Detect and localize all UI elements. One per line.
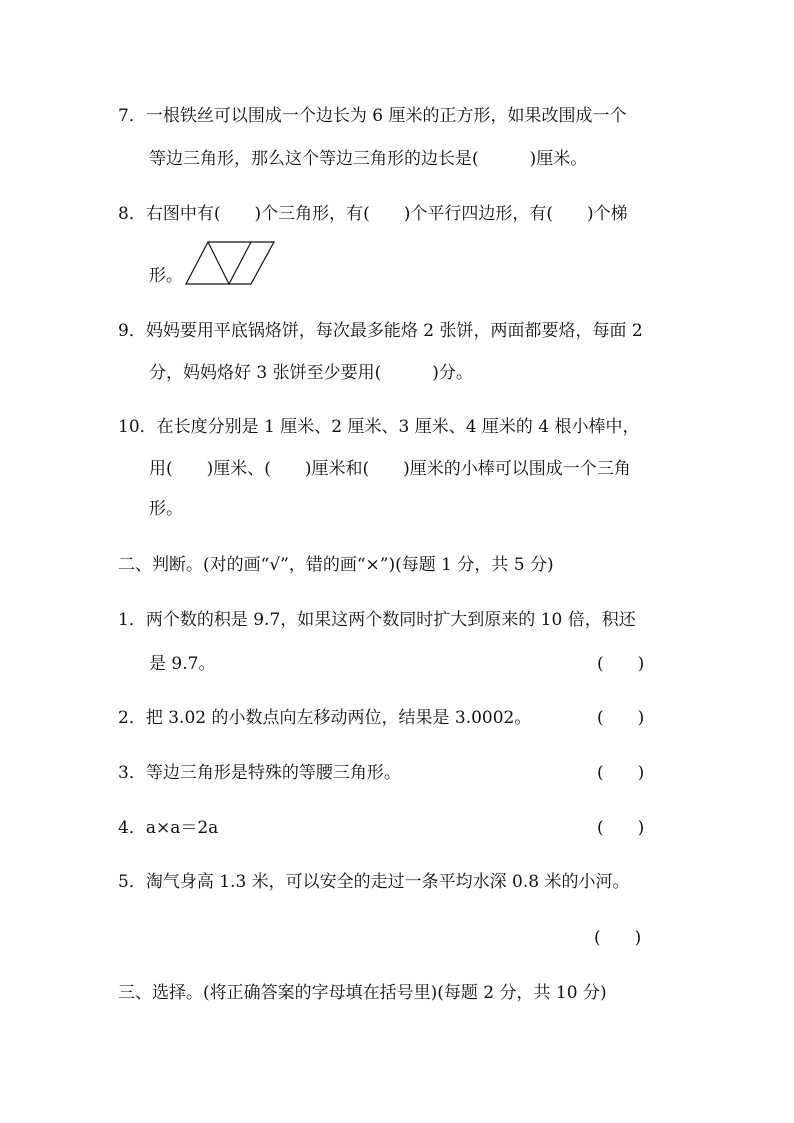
judge-answer-5[interactable]: ( ) [594,928,642,948]
judge-item-3: 3．等边三角形是特殊的等腰三角形。 [118,763,401,783]
q9-line-1: 9．妈妈要用平底锅烙饼，每次最多能烙 2 张饼，两面都要烙，每面 2 [118,321,643,341]
q10-line-1: 10．在长度分别是 1 厘米、2 厘米、3 厘米、4 厘米的 4 根小棒中， [118,417,640,437]
q7-line-2: 等边三角形，那么这个等边三角形的边长是( )厘米。 [149,149,588,169]
judge-answer-1[interactable]: ( ) [597,654,645,674]
section-choice-heading: 三、选择。(将正确答案的字母填在括号里)(每题 2 分，共 10 分) [118,983,607,1003]
q7-line-1: 7．一根铁丝可以围成一个边长为 6 厘米的正方形，如果改围成一个 [118,106,627,126]
judge-item-1-line-1: 1．两个数的积是 9.7，如果这两个数同时扩大到原来的 10 倍，积还 [118,610,636,630]
q8-line-1: 8．右图中有( )个三角形，有( )个平行四边形，有( )个梯 [118,204,628,224]
judge-item-5: 5．淘气身高 1.3 米，可以安全的走过一条平均水深 0.8 米的小河。 [118,872,630,892]
judge-item-1-line-2: 是 9.7。 [149,654,216,674]
triangle-strip-figure [184,240,278,286]
judge-answer-3[interactable]: ( ) [597,763,645,783]
q10-line-2: 用( )厘米、( )厘米和( )厘米的小棒可以围成一个三角 [149,459,631,479]
q10-line-3: 形。 [149,499,183,519]
judge-item-2: 2．把 3.02 的小数点向左移动两位，结果是 3.0002。 [118,708,532,728]
judge-item-4: 4．a×a＝2a [118,818,219,838]
judge-answer-2[interactable]: ( ) [597,708,645,728]
judge-answer-4[interactable]: ( ) [597,818,645,838]
q9-line-2: 分，妈妈烙好 3 张饼至少要用( )分。 [149,363,473,383]
section-judge-heading: 二、判断。(对的画“√”，错的画“×”)(每题 1 分，共 5 分) [118,555,554,575]
q8-line-2: 形。 [149,266,183,286]
